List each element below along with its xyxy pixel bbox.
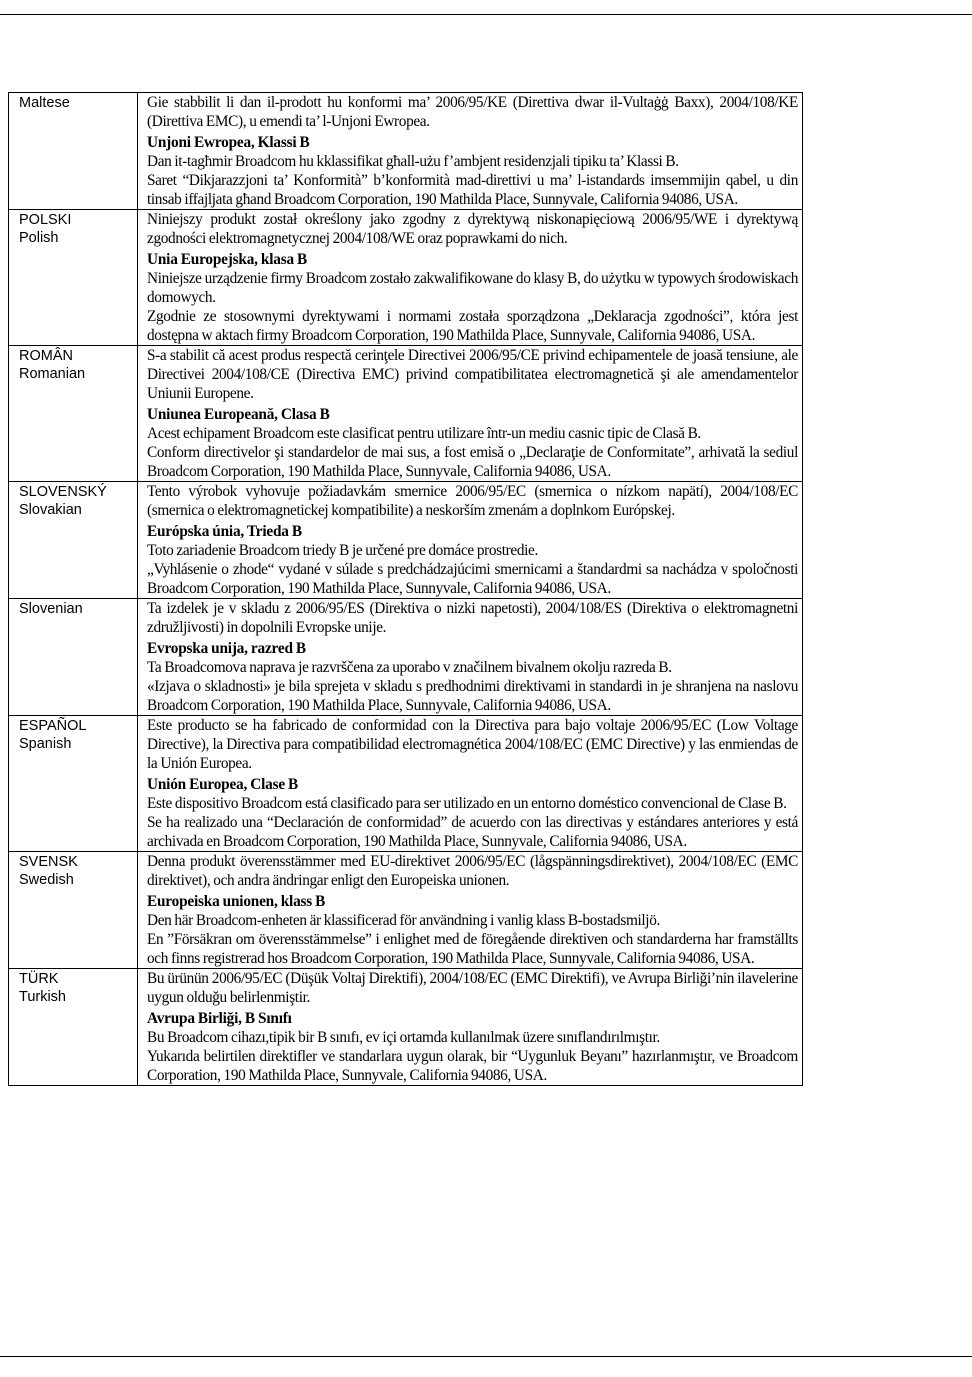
language-cell [9, 210, 138, 346]
class-heading: Unjoni Ewropea, Klassi B [147, 134, 310, 151]
table-row [9, 210, 803, 346]
language-label: SLOVENSKÝ [19, 484, 107, 500]
language-label: ROMÂN [19, 348, 73, 364]
declaration-text: Ta Broadcomova naprava je razvrščena za uporabo v značilnem bivalnem okolju razreda B. [147, 659, 672, 676]
declaration-text: „Vyhlásenie o zhode“ vydané v súlade s predchádzajúcimi smernicami a štandardmi sa nachádza v spoločnosti Broadcom Corporation, 190 Mathilda Place, Sunnyvale, California 94086, USA. [147, 561, 798, 597]
declaration-text: Niniejszy produkt został określony jako zgodny z dyrektywą niskonapięciową 2006/95/WE i dyrektywą zgodności elektromagnetycznej 2004/108/WE oraz poprawkami do nich. [147, 211, 798, 247]
declaration-cell [138, 969, 803, 1086]
class-heading: Európska únia, Trieda B [147, 523, 302, 540]
declaration-text: Den här Broadcom-enheten är klassificerad för användning i vanlig klass B-bostadsmiljö. [147, 912, 660, 929]
declaration-cell [138, 852, 803, 969]
declaration-cell [138, 346, 803, 482]
declaration-text: Niniejsze urządzenie firmy Broadcom zostało zakwalifikowane do klasy B, do użytku w typowych środowiskach domowych. [147, 270, 798, 306]
table-row [9, 93, 803, 210]
declaration-text: Este producto se ha fabricado de conformidad con la Directiva para bajo voltaje 2006/95/EC (Low Voltage Directive), la Directiva para compatibilidad electromagnética 2004/108/EC (EMC Directive) y las enmiendas de la Unión Europea. [147, 717, 798, 772]
footer-rule [0, 1356, 972, 1357]
table-row [9, 969, 803, 1086]
declaration-text: Gie stabbilit li dan il-prodott hu konformi ma’ 2006/95/KE (Direttiva dwar il-Vultaġġ Baxx), 2004/108/KE (Direttiva EMC), u emendi ta’ l-Unjoni Ewropea. [147, 94, 798, 130]
declaration-text: Bu ürünün 2006/95/EC (Düşük Voltaj Direktifi), 2004/108/EC (EMC Direktifi), ve Avrupa Birliği’nin ilavelerine uygun olduğu belirlenmiştir. [147, 970, 798, 1006]
declaration-cell [138, 482, 803, 599]
language-label: Swedish [19, 872, 74, 888]
declaration-text: «Izjava o skladnosti» je bila sprejeta v skladu s predhodnimi direktivami in standardi in je shranjena na naslovu Broadcom Corporation, 190 Mathilda Place, Sunnyvale, California 94086, USA. [147, 678, 798, 714]
declaration-text: Ta izdelek je v skladu z 2006/95/ES (Direktiva o nizki napetosti), 2004/108/ES (Direktiva o elektromagnetni združljivosti) in dopolnili Evropske unije. [147, 600, 798, 636]
class-heading: Unión Europea, Clase B [147, 776, 299, 793]
language-label: POLSKI [19, 212, 72, 228]
declaration-cell [138, 716, 803, 852]
header-rule [0, 14, 972, 15]
language-cell [9, 969, 138, 1086]
declaration-text: Conform directivelor şi standardelor de mai sus, a fost emisă o „Declaraţie de Conformitate”, arhivată la sediul Broadcom Corporation, 190 Mathilda Place, Sunnyvale, California 94086, USA. [147, 444, 798, 480]
declaration-cell [138, 599, 803, 716]
class-heading: Evropska unija, razred B [147, 640, 306, 657]
language-label: ESPAÑOL [19, 718, 87, 734]
language-cell [9, 346, 138, 482]
declaration-text: Toto zariadenie Broadcom triedy B je určené pre domáce prostredie. [147, 542, 538, 559]
declaration-text: Acest echipament Broadcom este clasificat pentru utilizare într-un mediu casnic tipic de Clasă B. [147, 425, 701, 442]
language-label: TÜRK [19, 971, 59, 987]
table-row [9, 346, 803, 482]
language-cell [9, 716, 138, 852]
table-row [9, 716, 803, 852]
class-heading: Avrupa Birliği, B Sınıfı [147, 1010, 292, 1027]
class-heading: Unia Europejska, klasa B [147, 251, 308, 268]
language-cell [9, 93, 138, 210]
declaration-text: Zgodnie ze stosownymi dyrektywami i normami została sporządzona „Deklaracja zgodności”, która jest dostępna w aktach firmy Broadcom Corporation, 190 Mathilda Place, Sunnyvale, California 94086, USA. [147, 308, 798, 344]
class-heading: Europeiska unionen, klass B [147, 893, 326, 910]
declaration-text: En ”Försäkran om överensstämmelse” i enlighet med de föregående direktiven och standarderna har framställts och finns registrerad hos Broadcom Corporation, 190 Mathilda Place, Sunnyvale, California 94086, USA. [147, 931, 798, 967]
declaration-text: Denna produkt överensstämmer med EU-direktivet 2006/95/EC (lågspänningsdirektivet), 2004/108/EC (EMC direktivet), och andra ändringar enligt den Europeiska unionen. [147, 853, 798, 889]
declaration-text: Este dispositivo Broadcom está clasificado para ser utilizado en un entorno doméstico convencional de Clase B. [147, 795, 787, 812]
declaration-table [8, 92, 803, 1086]
declaration-text: Tento výrobok vyhovuje požiadavkám smernice 2006/95/EC (smernica o nízkom napätí), 2004/108/EC (smernica o elektromagnetickej kompatibilite) a neskorším zmenám a doplnkom Európskej. [147, 483, 798, 519]
language-cell [9, 599, 138, 716]
declaration-text: Bu Broadcom cihazı,tipik bir B sınıfı, ev içi ortamda kullanılmak üzere sınıflandırılmıştır. [147, 1029, 660, 1046]
language-label: Slovenian [19, 601, 83, 617]
declaration-text: Dan it-tagħmir Broadcom hu kklassifikat għall-użu f’ambjent residenzjali tipiku ta’ Klassi B. [147, 153, 679, 170]
table-row [9, 852, 803, 969]
declaration-text: Saret “Dikjarazzjoni ta’ Konformità” b’konformità mad-direttivi u ma’ l-istandards imsemmijin qabel, u din tinsab iffajljata għand Broadcom Corporation, 190 Mathilda Place, Sunnyvale, California 94086, USA. [147, 172, 798, 208]
declaration-cell [138, 210, 803, 346]
language-label: Romanian [19, 366, 86, 382]
declaration-cell [138, 93, 803, 210]
language-label: SVENSK [19, 854, 78, 870]
declaration-text: Yukarıda belirtilen direktifler ve standarlara uygun olarak, bir “Uygunluk Beyanı” hazırlanmıştır, ve Broadcom Corporation, 190 Mathilda Place, Sunnyvale, California 94086, USA. [147, 1048, 798, 1084]
language-label: Polish [19, 230, 59, 246]
language-label: Slovakian [19, 502, 82, 518]
language-cell [9, 852, 138, 969]
language-cell [9, 482, 138, 599]
class-heading: Uniunea Europeană, Clasa B [147, 406, 330, 423]
declaration-text: Se ha realizado una “Declaración de conformidad” de acuerdo con las directivas y estándares anteriores y está archivada en Broadcom Corporation, 190 Mathilda Place, Sunnyvale, California 94086, USA. [147, 814, 798, 850]
language-label: Maltese [19, 95, 70, 111]
language-label: Spanish [19, 736, 72, 752]
declaration-text: S-a stabilit că acest produs respectă cerinţele Directivei 2006/95/CE privind echipamentele de joasă tensiune, ale Directivei 2004/108/CE (Directiva EMC) privind compatibilitatea electromagnetică şi ale amendamentelor Uniunii Europene. [147, 347, 798, 402]
declaration-table-body [9, 93, 803, 1086]
table-row [9, 482, 803, 599]
language-label: Turkish [19, 989, 66, 1005]
table-row [9, 599, 803, 716]
